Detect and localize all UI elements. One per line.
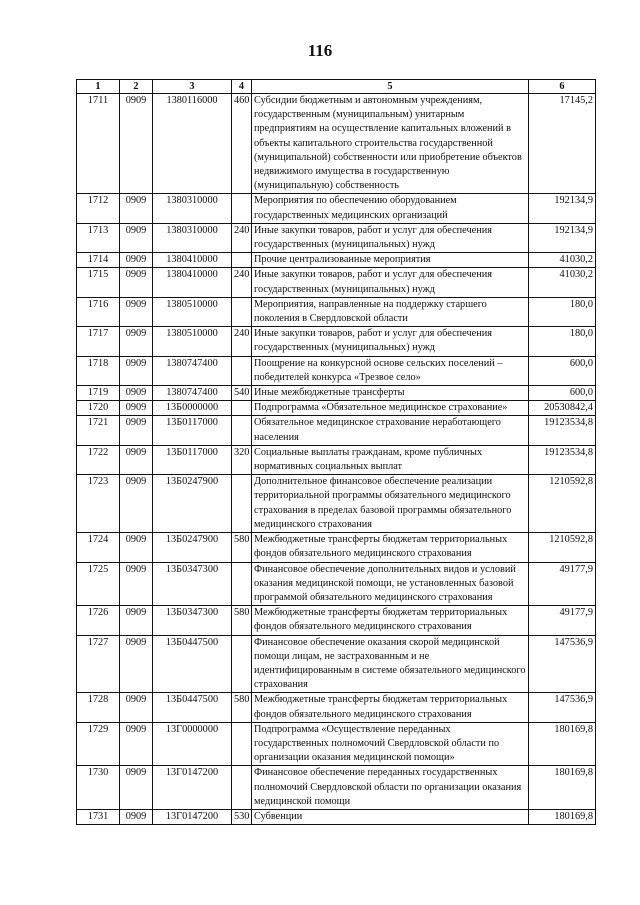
table-row [77,297,596,326]
expense-type: 240 [232,223,252,252]
table-row [77,475,596,533]
item-name: Финансовое обеспечение дополнительных видов и условий оказания медицинской помощи, не установленных базовой программой обязательного медицинского страхования [252,562,529,606]
item-name: Межбюджетные трансферты бюджетам территориальных фондов обязательного медицинского страхования [252,693,529,722]
section-code: 0909 [120,635,153,693]
target-code: 13Г0000000 [153,722,232,766]
expense-type [232,766,252,810]
header-col-2: 2 [120,80,153,94]
row-number: 1711 [77,94,120,194]
expense-type: 580 [232,693,252,722]
row-number: 1712 [77,194,120,223]
row-number: 1714 [77,253,120,268]
target-code: 1380116000 [153,94,232,194]
table-row [77,445,596,474]
row-number: 1715 [77,268,120,297]
target-code: 13Б0347300 [153,606,232,635]
section-code: 0909 [120,445,153,474]
amount: 180169,8 [529,722,596,766]
section-code: 0909 [120,475,153,533]
item-name: Поощрение на конкурсной основе сельских поселений – победителей конкурса «Трезвое село» [252,356,529,385]
target-code: 13Б0247900 [153,533,232,562]
table-row [77,356,596,385]
amount: 41030,2 [529,268,596,297]
amount: 49177,9 [529,606,596,635]
amount: 19123534,8 [529,445,596,474]
amount: 147536,9 [529,693,596,722]
row-number: 1724 [77,533,120,562]
expense-type [232,297,252,326]
table-row [77,253,596,268]
amount: 600,0 [529,356,596,385]
target-code: 13Б0117000 [153,416,232,445]
section-code: 0909 [120,401,153,416]
row-number: 1725 [77,562,120,606]
row-number: 1722 [77,445,120,474]
table-row [77,606,596,635]
table-row [77,722,596,766]
item-name: Межбюджетные трансферты бюджетам территориальных фондов обязательного медицинского страхования [252,606,529,635]
table-row [77,223,596,252]
table-row [77,401,596,416]
amount: 1210592,8 [529,533,596,562]
row-number: 1728 [77,693,120,722]
target-code: 1380510000 [153,297,232,326]
target-code: 13Б0000000 [153,401,232,416]
section-code: 0909 [120,356,153,385]
row-number: 1713 [77,223,120,252]
row-number: 1717 [77,327,120,356]
amount: 192134,9 [529,194,596,223]
item-name: Прочие централизованные мероприятия [252,253,529,268]
header-col-4: 4 [232,80,252,94]
target-code: 1380510000 [153,327,232,356]
item-name: Субсидии бюджетным и автономным учреждениям, государственным (муниципальным) унитарным предприятиям на осуществление капитальных вложений в объекты капитального строительства государственной (муниципальной) собственности или приобретение объектов недвижимого имущества в государственную (муниципальную) собственность [252,94,529,194]
row-number: 1716 [77,297,120,326]
row-number: 1720 [77,401,120,416]
expense-type: 580 [232,533,252,562]
expense-type [232,356,252,385]
table-row [77,194,596,223]
expense-type [232,253,252,268]
amount: 600,0 [529,386,596,401]
expense-type [232,722,252,766]
amount: 1210592,8 [529,475,596,533]
section-code: 0909 [120,327,153,356]
section-code: 0909 [120,722,153,766]
section-code: 0909 [120,533,153,562]
table-row [77,386,596,401]
item-name: Мероприятия по обеспечению оборудованием государственных медицинских организаций [252,194,529,223]
item-name: Иные закупки товаров, работ и услуг для обеспечения государственных (муниципальных) нужд [252,327,529,356]
amount: 192134,9 [529,223,596,252]
header-col-6: 6 [529,80,596,94]
header-col-5: 5 [252,80,529,94]
expense-type: 240 [232,268,252,297]
item-name: Социальные выплаты гражданам, кроме публичных нормативных социальных выплат [252,445,529,474]
table-row [77,693,596,722]
row-number: 1723 [77,475,120,533]
target-code: 1380310000 [153,223,232,252]
table-row [77,635,596,693]
target-code: 1380310000 [153,194,232,223]
target-code: 13Б0447500 [153,635,232,693]
amount: 180169,8 [529,809,596,824]
amount: 147536,9 [529,635,596,693]
section-code: 0909 [120,253,153,268]
table-row [77,327,596,356]
expense-type: 320 [232,445,252,474]
expense-type: 580 [232,606,252,635]
item-name: Межбюджетные трансферты бюджетам территориальных фондов обязательного медицинского страхования [252,533,529,562]
row-number: 1726 [77,606,120,635]
item-name: Подпрограмма «Осуществление переданных государственных полномочий Свердловской области по организации оказания медицинской помощи» [252,722,529,766]
section-code: 0909 [120,766,153,810]
header-col-3: 3 [153,80,232,94]
item-name: Обязательное медицинское страхование неработающего населения [252,416,529,445]
expense-type [232,416,252,445]
section-code: 0909 [120,94,153,194]
amount: 180169,8 [529,766,596,810]
amount: 49177,9 [529,562,596,606]
item-name: Иные закупки товаров, работ и услуг для обеспечения государственных (муниципальных) нужд [252,223,529,252]
target-code: 13Б0247900 [153,475,232,533]
table-row [77,533,596,562]
target-code: 1380747400 [153,386,232,401]
expense-type [232,401,252,416]
row-number: 1718 [77,356,120,385]
target-code: 1380410000 [153,253,232,268]
item-name: Иные межбюджетные трансферты [252,386,529,401]
item-name: Иные закупки товаров, работ и услуг для обеспечения государственных (муниципальных) нужд [252,268,529,297]
amount: 180,0 [529,327,596,356]
table-row [77,94,596,194]
target-code: 1380747400 [153,356,232,385]
page-number: 116 [307,41,333,60]
amount: 20530842,4 [529,401,596,416]
table-row [77,766,596,810]
amount: 41030,2 [529,253,596,268]
target-code: 13Б0117000 [153,445,232,474]
expense-type: 240 [232,327,252,356]
section-code: 0909 [120,809,153,824]
item-name: Финансовое обеспечение переданных государственных полномочий Свердловской области по организации оказания медицинской помощи [252,766,529,810]
budget-table [76,79,596,825]
expense-type: 530 [232,809,252,824]
section-code: 0909 [120,693,153,722]
amount: 17145,2 [529,94,596,194]
expense-type [232,475,252,533]
section-code: 0909 [120,268,153,297]
row-number: 1729 [77,722,120,766]
section-code: 0909 [120,606,153,635]
expense-type: 540 [232,386,252,401]
table-row [77,562,596,606]
header-row [77,80,596,94]
table-row [77,416,596,445]
item-name: Подпрограмма «Обязательное медицинское страхование» [252,401,529,416]
table-row [77,809,596,824]
row-number: 1731 [77,809,120,824]
section-code: 0909 [120,194,153,223]
section-code: 0909 [120,297,153,326]
amount: 19123534,8 [529,416,596,445]
target-code: 13Б0447500 [153,693,232,722]
row-number: 1727 [77,635,120,693]
target-code: 13Б0347300 [153,562,232,606]
section-code: 0909 [120,416,153,445]
item-name: Финансовое обеспечение оказания скорой медицинской помощи лицам, не застрахованным и не идентифицированным в системе обязательного медицинского страхования [252,635,529,693]
row-number: 1730 [77,766,120,810]
section-code: 0909 [120,562,153,606]
table-body [77,94,596,825]
row-number: 1719 [77,386,120,401]
item-name: Субвенции [252,809,529,824]
expense-type [232,194,252,223]
expense-type [232,562,252,606]
expense-type: 460 [232,94,252,194]
section-code: 0909 [120,386,153,401]
expense-type [232,635,252,693]
item-name: Мероприятия, направленные на поддержку старшего поколения в Свердловской области [252,297,529,326]
table-row [77,268,596,297]
header-col-1: 1 [77,80,120,94]
item-name: Дополнительное финансовое обеспечение реализации территориальной программы обязательного медицинского страхования в пределах базовой программы обязательного медицинского страхования [252,475,529,533]
section-code: 0909 [120,223,153,252]
target-code: 1380410000 [153,268,232,297]
row-number: 1721 [77,416,120,445]
target-code: 13Г0147200 [153,766,232,810]
amount: 180,0 [529,297,596,326]
target-code: 13Г0147200 [153,809,232,824]
